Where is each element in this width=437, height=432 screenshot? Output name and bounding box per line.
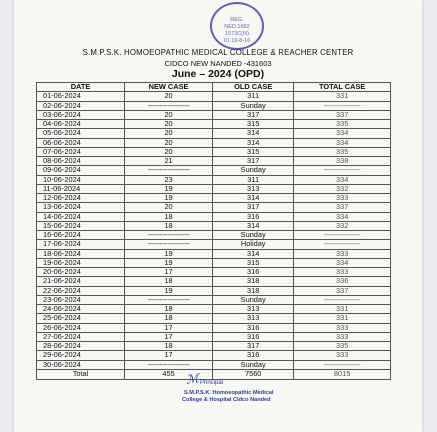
cell-total-case: 333	[294, 332, 391, 341]
cell-date: 06-06-2024	[37, 138, 125, 147]
table-row	[37, 295, 391, 304]
cell-total-case: 338	[294, 157, 391, 166]
table-row	[37, 360, 391, 369]
cell-date: 18-06-2024	[37, 249, 125, 258]
cell-new-case: 19	[125, 258, 213, 267]
cell-total-case: 337	[294, 286, 391, 295]
cell-total-case: ---------------	[294, 240, 391, 249]
registration-stamp	[210, 2, 264, 50]
table-row	[37, 305, 391, 314]
cell-old-case: 314	[213, 129, 294, 138]
cell-date: 04-06-2024	[37, 120, 125, 129]
column-header-date: DATE	[37, 83, 125, 92]
cell-date: 15-06-2024	[37, 221, 125, 230]
cell-date: 08-06-2024	[37, 157, 125, 166]
table-row	[37, 203, 391, 212]
cell-old-case: 314	[213, 138, 294, 147]
cell-old-case: 313	[213, 305, 294, 314]
column-header-old-case: OLD CASE	[213, 83, 294, 92]
table-row	[37, 286, 391, 295]
cell-date: 23-06-2024	[37, 295, 125, 304]
cell-old-case: 317	[213, 342, 294, 351]
cell-total-case: 335	[294, 342, 391, 351]
table-row	[37, 314, 391, 323]
cell-old-case: 318	[213, 277, 294, 286]
institution-name: S.M.P.S.K. HOMOEOPATHIC MEDICAL COLLEGE & REACHER CENTER	[82, 48, 354, 57]
cell-new-case: -----------------	[125, 295, 213, 304]
cell-date: 13-06-2024	[37, 203, 125, 212]
stamp-line: 1573C(N)	[225, 31, 249, 37]
cell-old-case: 314	[213, 194, 294, 203]
cell-old-case: 316	[213, 351, 294, 360]
cell-date: 16-06-2024	[37, 231, 125, 240]
opd-table	[36, 82, 391, 380]
cell-total-case: 333	[294, 323, 391, 332]
cell-new-case: 18	[125, 342, 213, 351]
cell-date: 30-06-2024	[37, 360, 125, 369]
opd-table-body	[37, 92, 391, 380]
cell-new-case: 21	[125, 157, 213, 166]
cell-new-case: 20	[125, 110, 213, 119]
cell-total-case: ---------------	[294, 295, 391, 304]
table-row	[37, 323, 391, 332]
cell-date: 26-06-2024	[37, 323, 125, 332]
table-row	[37, 258, 391, 267]
principal-signature-stamp	[180, 371, 274, 406]
cell-total-case: ---------------	[294, 231, 391, 240]
table-row	[37, 120, 391, 129]
cell-old-case: 313	[213, 184, 294, 193]
table-row	[37, 231, 391, 240]
cell-old-case: 311	[213, 175, 294, 184]
cell-old-case: 317	[213, 203, 294, 212]
cell-old-case: Sunday	[213, 295, 294, 304]
cell-new-case: -----------------	[125, 231, 213, 240]
cell-old-case: Sunday	[213, 101, 294, 110]
cell-date: 11-06-2024	[37, 184, 125, 193]
column-header-new-case: NEW CASE	[125, 83, 213, 92]
cell-old-case: Holiday	[213, 240, 294, 249]
table-row	[37, 101, 391, 110]
cell-new-case: 19	[125, 194, 213, 203]
report-title: June – 2024 (OPD)	[171, 68, 265, 80]
cell-old-case: 315	[213, 120, 294, 129]
cell-date: 14-06-2024	[37, 212, 125, 221]
cell-new-case: 19	[125, 184, 213, 193]
cell-total-case: 334	[294, 175, 391, 184]
cell-total-case: 333	[294, 249, 391, 258]
cell-old-case: 317	[213, 157, 294, 166]
cell-total-case: ---------------	[294, 360, 391, 369]
cell-new-case: 20	[125, 138, 213, 147]
cell-total-case: 331	[294, 92, 391, 101]
cell-total-case: 335	[294, 120, 391, 129]
table-row	[37, 138, 391, 147]
cell-date: 28-06-2024	[37, 342, 125, 351]
cell-date: 12-06-2024	[37, 194, 125, 203]
cell-date: 17-06-2024	[37, 240, 125, 249]
stamp-line: 01.19-8-16	[223, 38, 251, 44]
signature-line-1: S.M.P.S.K. Homoeopathic Medical	[184, 390, 274, 396]
cell-total-case: 331	[294, 314, 391, 323]
table-row	[37, 277, 391, 286]
cell-new-case: 18	[125, 212, 213, 221]
cell-total-case: 337	[294, 110, 391, 119]
cell-old-case: 314	[213, 221, 294, 230]
table-row	[37, 221, 391, 230]
cell-new-case: -----------------	[125, 360, 213, 369]
cell-date: 29-06-2024	[37, 351, 125, 360]
cell-total-case: ---------------	[294, 166, 391, 175]
cell-total-case: 336	[294, 277, 391, 286]
cell-new-case: 18	[125, 221, 213, 230]
cell-date: 05-06-2024	[37, 129, 125, 138]
signature-title: Principal	[200, 380, 224, 386]
cell-old-case: Sunday	[213, 166, 294, 175]
cell-date: 03-06-2024	[37, 110, 125, 119]
cell-new-case: 18	[125, 314, 213, 323]
cell-date: 07-06-2024	[37, 147, 125, 156]
table-row	[37, 157, 391, 166]
cell-old-case: Sunday	[213, 231, 294, 240]
table-row	[37, 194, 391, 203]
cell-date: 22-06-2024	[37, 286, 125, 295]
cell-date: 19-06-2024	[37, 258, 125, 267]
cell-new-case: 20	[125, 129, 213, 138]
cell-new-case: 19	[125, 286, 213, 295]
cell-total-case: 334	[294, 138, 391, 147]
cell-date: 02-06-2024	[37, 101, 125, 110]
table-row	[37, 240, 391, 249]
cell-date: 20-06-2024	[37, 268, 125, 277]
cell-old-case: 318	[213, 286, 294, 295]
cell-new-case: 18	[125, 277, 213, 286]
column-header-total-case: TOTAL CASE	[294, 83, 391, 92]
cell-old-case: 317	[213, 110, 294, 119]
cell-old-case: 315	[213, 258, 294, 267]
cell-new-case: 23	[125, 175, 213, 184]
cell-new-case: -----------------	[125, 166, 213, 175]
cell-old-case: 316	[213, 323, 294, 332]
cell-old-case: 314	[213, 249, 294, 258]
cell-old-case: 316	[213, 268, 294, 277]
signature-scribble: ℳ	[185, 371, 200, 387]
table-row	[37, 166, 391, 175]
cell-new-case: 19	[125, 249, 213, 258]
cell-old-case: 311	[213, 92, 294, 101]
cell-date: 10-06-2024	[37, 175, 125, 184]
cell-new-case: 18	[125, 305, 213, 314]
cell-date: 01-06-2024	[37, 92, 125, 101]
table-row	[37, 92, 391, 101]
cell-new-case: 17	[125, 351, 213, 360]
cell-new-case: -----------------	[125, 240, 213, 249]
document-page	[14, 0, 422, 432]
cell-total-case: 332	[294, 221, 391, 230]
institution-address: CIDCO NEW NANDED -431603	[164, 59, 272, 68]
table-row	[37, 342, 391, 351]
cell-new-case: 17	[125, 323, 213, 332]
cell-new-case: 20	[125, 147, 213, 156]
table-row	[37, 351, 391, 360]
cell-total-case: 333	[294, 268, 391, 277]
stamp-line: REG.	[230, 17, 244, 23]
cell-total-case: 333	[294, 194, 391, 203]
cell-new-case: 20	[125, 120, 213, 129]
cell-total-case: 334	[294, 212, 391, 221]
total-cell-date: Total	[37, 369, 125, 379]
cell-new-case: 20	[125, 203, 213, 212]
total-cell-new-case: 455	[125, 369, 213, 379]
cell-old-case: 313	[213, 314, 294, 323]
table-row	[37, 249, 391, 258]
cell-new-case: -----------------	[125, 101, 213, 110]
cell-date: 21-06-2024	[37, 277, 125, 286]
cell-date: 09-06-2024	[37, 166, 125, 175]
cell-total-case: 332	[294, 184, 391, 193]
table-row	[37, 147, 391, 156]
table-header-row	[37, 83, 391, 92]
cell-total-case: 331	[294, 305, 391, 314]
signature-line-2: College & Hospital Cidco Nanded	[182, 397, 271, 403]
table-row	[37, 268, 391, 277]
cell-new-case: 20	[125, 92, 213, 101]
cell-total-case: 335	[294, 147, 391, 156]
cell-date: 27-06-2024	[37, 332, 125, 341]
cell-new-case: 17	[125, 268, 213, 277]
table-row	[37, 129, 391, 138]
table-row	[37, 175, 391, 184]
cell-date: 25-06-2024	[37, 314, 125, 323]
table-row	[37, 110, 391, 119]
cell-date: 24-06-2024	[37, 305, 125, 314]
cell-old-case: 316	[213, 212, 294, 221]
cell-total-case: 337	[294, 203, 391, 212]
cell-total-case: 333	[294, 351, 391, 360]
cell-total-case: 334	[294, 258, 391, 267]
cell-new-case: 17	[125, 332, 213, 341]
cell-old-case: 315	[213, 147, 294, 156]
cell-old-case: 316	[213, 332, 294, 341]
total-cell-total-case: 8015	[294, 369, 391, 379]
table-row	[37, 184, 391, 193]
cell-total-case: ---------------	[294, 101, 391, 110]
stamp-line: NED 1682	[224, 24, 250, 30]
table-row	[37, 212, 391, 221]
cell-old-case: Sunday	[213, 360, 294, 369]
table-row	[37, 332, 391, 341]
cell-total-case: 334	[294, 129, 391, 138]
total-cell-old-case: 7560	[213, 369, 294, 379]
